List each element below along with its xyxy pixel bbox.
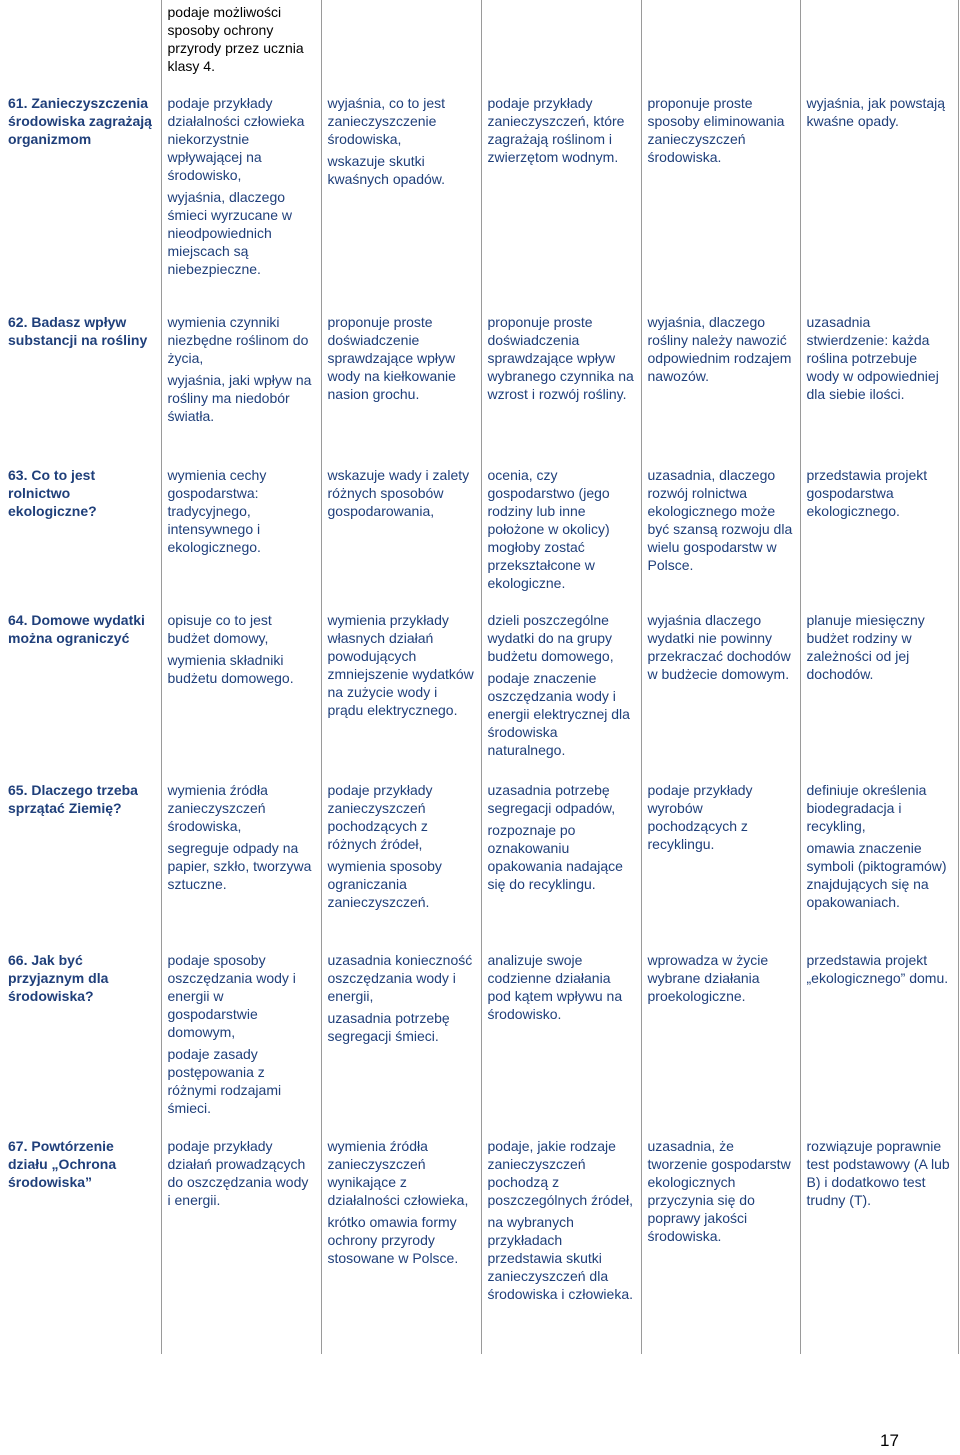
page-number: 17 <box>880 1431 899 1450</box>
requirement-cell <box>641 948 800 1134</box>
requirement-cell <box>161 310 321 463</box>
requirement-text: przedstawia projekt gospodarstwa ekologicznego. <box>806 467 928 519</box>
requirement-cell <box>481 1134 641 1354</box>
requirement-text: wymienia cechy gospodarstwa: tradycyjnego, intensywnego i ekologicznego. <box>167 467 267 555</box>
table-row <box>2 608 958 778</box>
requirement-cell <box>481 948 641 1134</box>
topic-cell <box>2 463 161 608</box>
requirement-text: wymienia źródła zanieczyszczeń środowiska, <box>167 782 268 834</box>
requirement-text: wskazuje wady i zalety różnych sposobów gospodarowania, <box>327 467 470 519</box>
requirement-text: na wybranych przykładach przedstawia skutki zanieczyszczeń dla środowiska i człowieka. <box>487 1214 633 1302</box>
requirement-cell <box>321 778 481 948</box>
requirement-cell <box>800 608 958 778</box>
requirement-cell <box>161 778 321 948</box>
requirement-cell <box>321 608 481 778</box>
topic-title: 67. Powtórzenie działu „Ochrona środowiska” <box>8 1138 117 1190</box>
requirement-cell <box>481 310 641 463</box>
requirement-text: planuje miesięczny budżet rodziny w zależności od jej dochodów. <box>806 612 925 682</box>
requirement-text: dzieli poszczególne wydatki do na grupy budżetu domowego, <box>487 612 614 664</box>
curriculum-table <box>2 0 959 1354</box>
requirement-cell <box>161 948 321 1134</box>
topic-cell <box>2 91 161 310</box>
requirement-cell <box>321 1134 481 1354</box>
requirement-text: rozwiązuje poprawnie test podstawowy (A lub B) i dodatkowo test trudny (T). <box>806 1138 950 1208</box>
requirement-text: uzasadnia potrzebę segregacji odpadów, <box>487 782 616 816</box>
requirement-cell <box>641 463 800 608</box>
requirement-text: podaje przykłady działalności człowieka niekorzystnie wpływającej na środowisko, <box>167 95 305 183</box>
requirement-text: podaje znaczenie oszczędzania wody i energii elektrycznej dla środowiska naturalnego. <box>487 670 630 758</box>
requirement-text: wymienia sposoby ograniczania zanieczyszczeń. <box>327 858 442 910</box>
topic-cell <box>2 1134 161 1354</box>
requirement-text: wymienia składniki budżetu domowego. <box>167 652 294 686</box>
requirement-cell <box>161 463 321 608</box>
requirement-cell <box>481 463 641 608</box>
requirement-text: przedstawia projekt „ekologicznego” domu. <box>806 952 949 986</box>
requirement-cell <box>321 463 481 608</box>
requirement-cell <box>481 608 641 778</box>
topic-title: 66. Jak być przyjaznym dla środowiska? <box>8 952 109 1004</box>
requirement-cell <box>321 948 481 1134</box>
topic-cell <box>2 778 161 948</box>
requirement-cell <box>800 310 958 463</box>
requirement-text: opisuje co to jest budżet domowy, <box>167 612 272 646</box>
table-row <box>2 91 958 310</box>
requirement-cell <box>321 91 481 310</box>
requirement-text: wyjaśnia, dlaczego śmieci wyrzucane w nieodpowiednich miejscach są niebezpieczne. <box>167 189 292 277</box>
requirement-cell <box>321 310 481 463</box>
requirement-text: wymienia czynniki niezbędne roślinom do życia, <box>167 314 309 366</box>
requirement-text: ocenia, czy gospodarstwo (jego rodziny lub inne położone w okolicy) mogłoby zostać przekształcone w ekologiczne. <box>487 467 610 591</box>
topic-title: 65. Dlaczego trzeba sprzątać Ziemię? <box>8 782 138 816</box>
topic-cell <box>2 608 161 778</box>
requirement-text: uzasadnia, że tworzenie gospodarstw ekologicznych przyczynia się do poprawy jakości środowiska. <box>647 1138 791 1244</box>
requirement-text: uzasadnia, dlaczego rozwój rolnictwa ekologicznego może być szansą rozwoju dla wielu gospodarstw w Polsce. <box>647 467 793 573</box>
requirement-text: wskazuje skutki kwaśnych opadów. <box>327 153 446 187</box>
topic-title: 62. Badasz wpływ substancji na rośliny <box>8 314 148 348</box>
requirement-cell <box>800 1134 958 1354</box>
requirement-text: wyjaśnia, co to jest zanieczyszczenie środowiska, <box>327 95 445 147</box>
requirement-text: wyjaśnia, dlaczego rośliny należy nawozić odpowiednim rodzajem nawozów. <box>647 314 792 384</box>
topic-cell <box>2 0 161 91</box>
requirement-cell <box>800 948 958 1134</box>
requirement-text: rozpoznaje po oznakowaniu opakowania nadające się do recyklingu. <box>487 822 623 892</box>
requirement-cell <box>641 608 800 778</box>
requirement-cell <box>481 778 641 948</box>
requirement-text: wyjaśnia, jaki wpływ na rośliny ma niedobór światła. <box>167 372 312 424</box>
requirement-text: podaje przykłady zanieczyszczeń, które zagrażają roślinom i zwierzętom wodnym. <box>487 95 625 165</box>
requirement-cell <box>161 608 321 778</box>
requirement-text: wymienia przykłady własnych działań powodujących zmniejszenie wydatków na zużycie wody i prądu elektrycznego. <box>327 612 474 718</box>
requirement-text: wprowadza w życie wybrane działania proekologiczne. <box>647 952 769 1004</box>
table-row <box>2 1134 958 1354</box>
requirement-cell <box>161 0 321 91</box>
topic-title: 64. Domowe wydatki można ograniczyć <box>8 612 145 646</box>
topic-title: 61. Zanieczyszczenia środowiska zagrażają organizmom <box>8 95 152 147</box>
topic-title: 63. Co to jest rolnictwo ekologiczne? <box>8 467 97 519</box>
requirement-text: uzasadnia stwierdzenie: każda roślina potrzebuje wody w odpowiedniej dla siebie ilości. <box>806 314 939 402</box>
requirement-text: omawia znaczenie symboli (piktogramów) znajdujących się na opakowaniach. <box>806 840 947 910</box>
topic-cell <box>2 310 161 463</box>
requirement-text: proponuje proste sposoby eliminowania zanieczyszczeń środowiska. <box>647 95 785 165</box>
requirement-text: krótko omawia formy ochrony przyrody stosowane w Polsce. <box>327 1214 459 1266</box>
requirement-text: wyjaśnia, jak powstają kwaśne opady. <box>806 95 946 129</box>
requirement-cell <box>641 1134 800 1354</box>
table-row <box>2 778 958 948</box>
requirement-text: podaje przykłady działań prowadzących do oszczędzania wody i energii. <box>167 1138 309 1208</box>
requirement-text: segreguje odpady na papier, szkło, tworzywa sztuczne. <box>167 840 312 892</box>
table-row <box>2 310 958 463</box>
requirement-text: podaje zasady postępowania z różnymi rodzajami śmieci. <box>167 1046 282 1116</box>
requirement-text: podaje, jakie rodzaje zanieczyszczeń pochodzą z poszczególnych źródeł, <box>487 1138 634 1208</box>
requirement-text: wymienia źródła zanieczyszczeń wynikające z działalności człowieka, <box>327 1138 469 1208</box>
requirement-cell <box>800 91 958 310</box>
topic-cell <box>2 948 161 1134</box>
requirement-cell <box>641 91 800 310</box>
requirement-cell <box>641 778 800 948</box>
requirement-text: proponuje proste doświadczenie sprawdzające wpływ wody na kiełkowanie nasion grochu. <box>327 314 456 402</box>
requirement-cell <box>481 91 641 310</box>
table-row <box>2 948 958 1134</box>
requirement-text: podaje przykłady zanieczyszczeń pochodzących z różnych źródeł, <box>327 782 433 852</box>
requirement-text: definiuje określenia biodegradacja i recykling, <box>806 782 927 834</box>
requirement-cell <box>161 91 321 310</box>
requirement-cell <box>800 463 958 608</box>
requirement-text: podaje możliwości sposoby ochrony przyrody przez ucznia klasy 4. <box>167 4 304 74</box>
requirement-cell <box>161 1134 321 1354</box>
requirement-cell <box>800 778 958 948</box>
requirement-text: proponuje proste doświadczenia sprawdzające wpływ wybranego czynnika na wzrost i rozwój rośliny. <box>487 314 634 402</box>
requirement-text: podaje przykłady wyrobów pochodzących z recyklingu. <box>647 782 753 852</box>
requirement-text: podaje sposoby oszczędzania wody i energii w gospodarstwie domowym, <box>167 952 296 1040</box>
table-row <box>2 0 958 91</box>
table-row <box>2 463 958 608</box>
requirement-text: wyjaśnia dlaczego wydatki nie powinny przekraczać dochodów w budżecie domowym. <box>647 612 791 682</box>
requirement-text: uzasadnia potrzebę segregacji śmieci. <box>327 1010 450 1044</box>
requirement-text: analizuje swoje codzienne działania pod kątem wpływu na środowisko. <box>487 952 623 1022</box>
requirement-cell <box>641 310 800 463</box>
requirement-text: uzasadnia konieczność oszczędzania wody i energii, <box>327 952 473 1004</box>
